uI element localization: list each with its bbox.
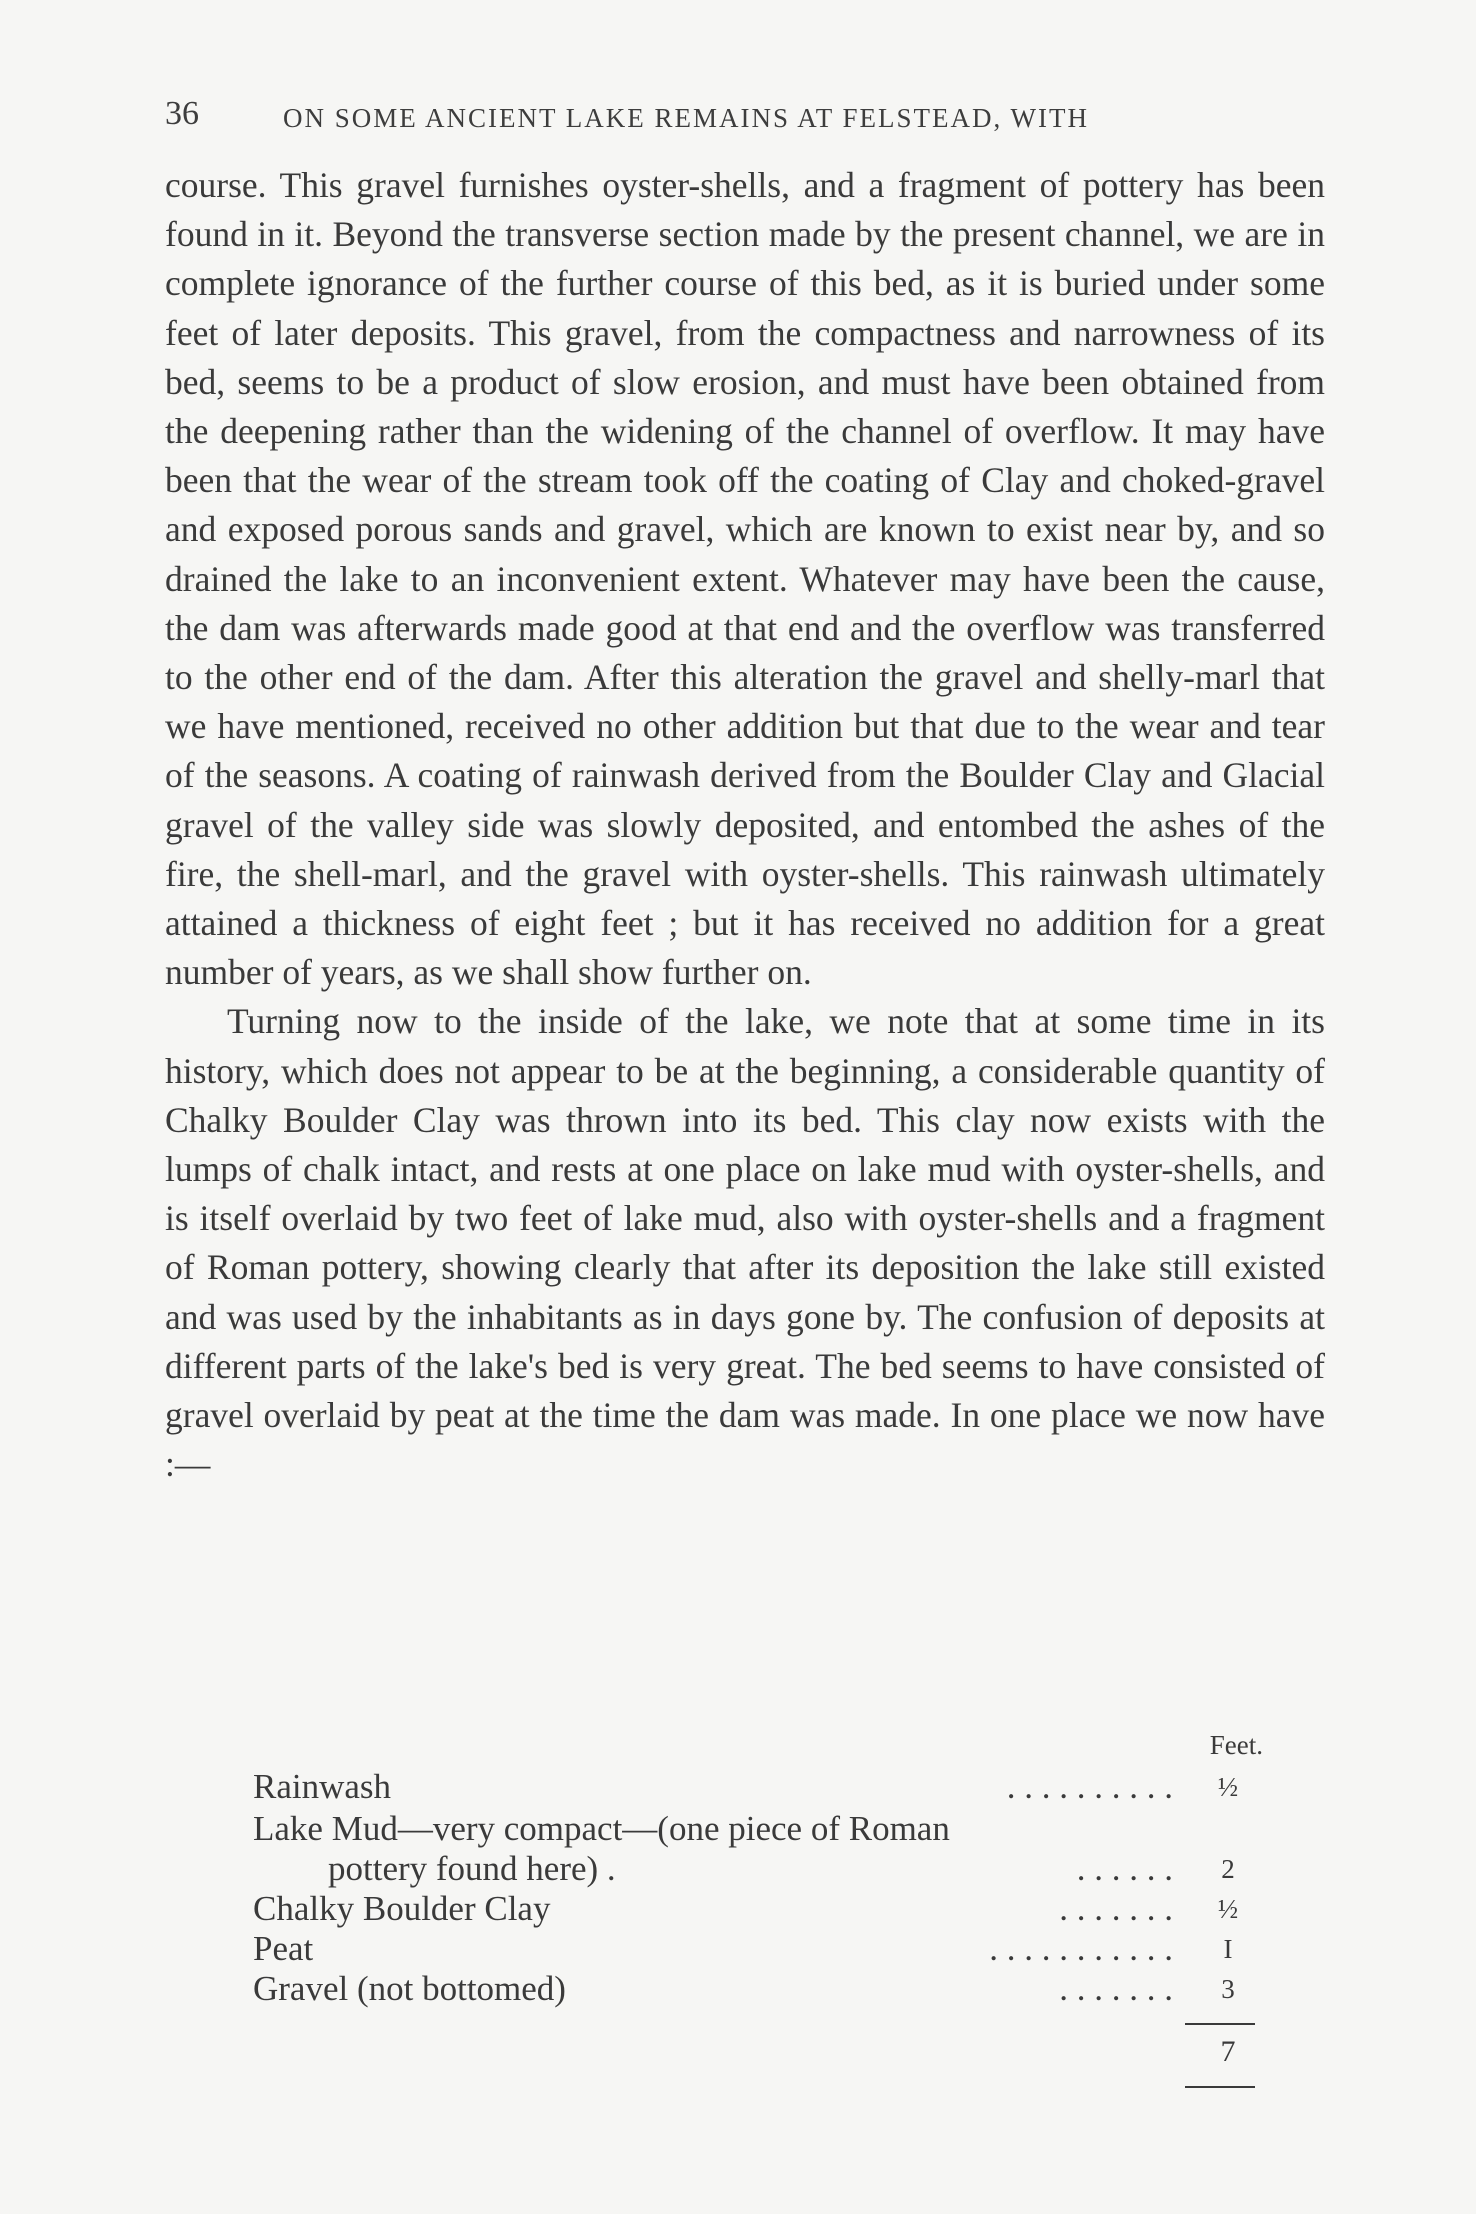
row-label: Chalky Boulder Clay bbox=[253, 1889, 551, 1928]
table-row bbox=[253, 1968, 1263, 2010]
row-value: ½ bbox=[1217, 1772, 1239, 1802]
leader-dots: . . . . . . . . . . bbox=[1006, 1767, 1173, 1806]
leader-dots: . . . . . . . bbox=[1059, 1969, 1173, 2008]
table-row bbox=[253, 1766, 1263, 1808]
table-row bbox=[253, 1848, 1263, 1890]
row-label: Gravel (not bottomed) bbox=[253, 1969, 566, 2008]
row-label: pottery found here) . bbox=[328, 1849, 616, 1888]
sum-rule bbox=[1185, 2023, 1255, 2025]
book-page bbox=[165, 95, 1325, 2068]
leader-dots: . . . . . . . bbox=[1059, 1889, 1173, 1928]
total-value: 7 bbox=[1220, 2035, 1236, 2068]
row-label: Rainwash bbox=[253, 1767, 392, 1806]
running-title: ON SOME ANCIENT LAKE REMAINS AT FELSTEAD, WITH bbox=[283, 103, 1090, 133]
row-value: ½ bbox=[1217, 1894, 1239, 1924]
row-value: I bbox=[1223, 1934, 1233, 1964]
row-label: Lake Mud—very compact—(one piece of Roman bbox=[253, 1809, 950, 1848]
paragraph-1: course. This gravel furnishes oyster-shells, and a fragment of pottery has been found in it. Beyond the transverse section made by the present channel, we are in complete ignorance of the further course of this bed, as it is buried under some feet of later deposits. This gravel, from the compactness and narrowness of its bed, seems to be a product of slow erosion, and must have been obtained from the deepening rather than the widening of the channel of overflow. It may have been that the wear of the stream took off the coating of Clay and choked-gravel and exposed porous sands and gravel, which are known to exist near by, and so drained the lake to an inconvenient extent. Whatever may have been the cause, the dam was afterwards made good at that end and the overflow was transferred to the other end of the dam. After this alteration the gravel and shelly-marl that we have mentioned, received no other addition but that due to the wear and tear of the seasons. A coating of rainwash derived from the Boulder Clay and Glacial gravel of the valley side was slowly deposited, and entombed the ashes of the fire, the shell-marl, and the gravel with oyster-shells. This rainwash ultimately attained a thickness of eight feet ; but it has received no addition for a great number of years, as we shall show further on. bbox=[165, 165, 1325, 993]
table-row bbox=[253, 1928, 1263, 1970]
leader-dots: . . . . . . . . . . . bbox=[989, 1929, 1173, 1968]
paragraph-2: Turning now to the inside of the lake, we note that at some time in its history, which does not appear to be at the beginning, a considerable quantity of Chalky Boulder Clay was thrown into its bed. This clay now exists with the lumps of chalk intact, and rests at one place on lake mud with oyster-shells, and is itself overlaid by two feet of lake mud, also with oyster-shells and a fragment of Roman pottery, showing clearly that after its deposition the lake still existed and was used by the inhabitants as in days gone by. The confusion of deposits at different parts of the lake's bed is very great. The bed seems to have consisted of gravel overlaid by peat at the time the dam was made. In one place we now have :— bbox=[165, 1001, 1325, 1485]
total-rule bbox=[1185, 2086, 1255, 2088]
table-row bbox=[253, 1888, 1263, 1930]
running-head bbox=[165, 95, 1325, 145]
row-value: 3 bbox=[1221, 1974, 1235, 2004]
body-text bbox=[165, 161, 1325, 1489]
leader-dots: . . . . . . bbox=[1076, 1849, 1173, 1888]
row-value: 2 bbox=[1221, 1854, 1235, 1884]
unit-header: Feet. bbox=[1209, 1730, 1263, 1760]
table-row bbox=[253, 1808, 1263, 1850]
page-number: 36 bbox=[165, 95, 199, 132]
row-label: Peat bbox=[253, 1929, 314, 1968]
